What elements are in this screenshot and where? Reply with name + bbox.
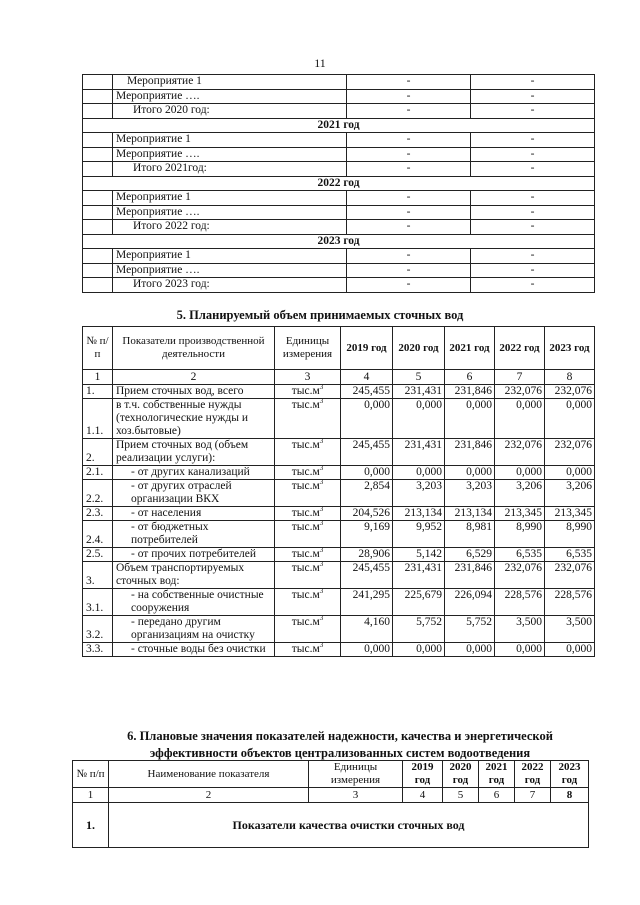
unit-cell bbox=[275, 589, 341, 616]
value-cell: 0,000 bbox=[545, 399, 595, 439]
column-number: 3 bbox=[275, 370, 341, 385]
table-row bbox=[83, 205, 595, 220]
event-label: Мероприятие …. bbox=[113, 205, 347, 220]
value-cell: - bbox=[347, 133, 471, 148]
row-number bbox=[83, 147, 113, 162]
indicator-label: - от других канализаций bbox=[113, 466, 275, 480]
value-cell: 231,846 bbox=[445, 439, 495, 466]
row-number bbox=[83, 220, 113, 235]
unit-cell bbox=[275, 616, 341, 643]
value-cell: 213,345 bbox=[495, 507, 545, 521]
value-cell: - bbox=[471, 191, 595, 206]
value-cell: - bbox=[471, 220, 595, 235]
table-row bbox=[83, 104, 595, 119]
table-row bbox=[83, 89, 595, 104]
header-year: 2019 год bbox=[341, 327, 393, 370]
unit-label: тыс.м bbox=[291, 521, 320, 533]
value-cell: 8,990 bbox=[545, 521, 595, 548]
table-row bbox=[83, 616, 595, 643]
value-cell: 204,526 bbox=[341, 507, 393, 521]
unit-label: тыс.м bbox=[291, 589, 320, 601]
header-year: 2021 год bbox=[479, 761, 515, 788]
value-cell: - bbox=[471, 205, 595, 220]
value-cell: - bbox=[347, 220, 471, 235]
value-cell: 228,576 bbox=[545, 589, 595, 616]
value-cell: 213,134 bbox=[445, 507, 495, 521]
header-num: № п/п bbox=[73, 761, 109, 788]
header-year: 2022 год bbox=[515, 761, 551, 788]
table-header-row bbox=[73, 761, 589, 788]
value-cell: - bbox=[347, 89, 471, 104]
value-cell: 232,076 bbox=[495, 439, 545, 466]
value-cell: - bbox=[347, 147, 471, 162]
value-cell: 5,752 bbox=[393, 616, 445, 643]
value-cell: 0,000 bbox=[495, 399, 545, 439]
unit-cell bbox=[275, 399, 341, 439]
indicator-label: - сточные воды без очистки bbox=[113, 643, 275, 657]
value-cell: 232,076 bbox=[545, 385, 595, 399]
indicator-label: Объем транспортируемых сточных вод: bbox=[113, 562, 275, 589]
value-cell: - bbox=[347, 191, 471, 206]
table-row bbox=[83, 507, 595, 521]
table-row bbox=[83, 162, 595, 177]
unit-cell bbox=[275, 439, 341, 466]
value-cell: - bbox=[471, 89, 595, 104]
event-label: Итого 2023 год: bbox=[113, 278, 347, 293]
header-num: № п/п bbox=[83, 327, 113, 370]
table-row bbox=[83, 263, 595, 278]
value-cell: 3,206 bbox=[545, 480, 595, 507]
indicator-label: - от населения bbox=[113, 507, 275, 521]
column-number: 1 bbox=[83, 370, 113, 385]
column-number: 6 bbox=[479, 788, 515, 803]
row-number bbox=[83, 104, 113, 119]
unit-exponent: 3 bbox=[319, 506, 324, 514]
section-6-title-line-2: эффективности объектов централизованных систем водоотведения bbox=[149, 746, 531, 760]
unit-exponent: 3 bbox=[319, 520, 324, 528]
unit-exponent: 3 bbox=[319, 438, 324, 446]
value-cell: 3,500 bbox=[545, 616, 595, 643]
row-number: 3. bbox=[83, 562, 113, 589]
value-cell: - bbox=[347, 278, 471, 293]
year-header-row bbox=[83, 234, 595, 249]
unit-exponent: 3 bbox=[319, 561, 324, 569]
events-table bbox=[82, 74, 595, 293]
value-cell: 0,000 bbox=[393, 643, 445, 657]
event-label: Мероприятие 1 bbox=[113, 133, 347, 148]
header-indicator: Показатели производственной деятельности bbox=[113, 327, 275, 370]
unit-exponent: 3 bbox=[319, 384, 324, 392]
value-cell: 231,846 bbox=[445, 385, 495, 399]
value-cell: - bbox=[347, 205, 471, 220]
value-cell: - bbox=[347, 104, 471, 119]
column-number-row bbox=[83, 370, 595, 385]
unit-label: тыс.м bbox=[291, 439, 320, 451]
table-row bbox=[83, 191, 595, 206]
row-number bbox=[83, 162, 113, 177]
value-cell: 0,000 bbox=[495, 643, 545, 657]
column-number: 6 bbox=[445, 370, 495, 385]
column-number-row bbox=[73, 788, 589, 803]
unit-label: тыс.м bbox=[291, 399, 320, 411]
value-cell: 0,000 bbox=[393, 466, 445, 480]
table-row bbox=[83, 589, 595, 616]
value-cell: - bbox=[471, 104, 595, 119]
table-row bbox=[83, 643, 595, 657]
row-number bbox=[83, 191, 113, 206]
column-number: 2 bbox=[109, 788, 309, 803]
column-number: 4 bbox=[403, 788, 443, 803]
table-row bbox=[83, 75, 595, 90]
value-cell: 0,000 bbox=[341, 399, 393, 439]
table-row bbox=[83, 133, 595, 148]
value-cell: 3,206 bbox=[495, 480, 545, 507]
section-6-title-line-1: 6. Плановые значения показателей надежности, качества и энергетической bbox=[127, 729, 553, 743]
row-number: 2.4. bbox=[83, 521, 113, 548]
value-cell: 228,576 bbox=[495, 589, 545, 616]
unit-cell bbox=[275, 466, 341, 480]
value-cell: 232,076 bbox=[545, 562, 595, 589]
value-cell: 213,345 bbox=[545, 507, 595, 521]
header-year: 2023 год bbox=[551, 761, 589, 788]
unit-cell bbox=[275, 548, 341, 562]
value-cell: 245,455 bbox=[341, 385, 393, 399]
value-cell: 0,000 bbox=[341, 466, 393, 480]
unit-exponent: 3 bbox=[319, 642, 324, 650]
unit-cell bbox=[275, 562, 341, 589]
column-number: 8 bbox=[545, 370, 595, 385]
section-6-title bbox=[90, 728, 590, 762]
year-header: 2021 год bbox=[83, 118, 595, 133]
value-cell: 0,000 bbox=[445, 466, 495, 480]
row-number: 2.1. bbox=[83, 466, 113, 480]
value-cell: 8,990 bbox=[495, 521, 545, 548]
year-header: 2022 год bbox=[83, 176, 595, 191]
column-number: 1 bbox=[73, 788, 109, 803]
indicator-label: - от других отраслей организации ВКХ bbox=[113, 480, 275, 507]
row-number bbox=[83, 249, 113, 264]
value-cell: - bbox=[471, 263, 595, 278]
section-5-title: 5. Планируемый объем принимаемых сточных вод bbox=[176, 308, 464, 322]
header-year: 2021 год bbox=[445, 327, 495, 370]
row-number: 3.1. bbox=[83, 589, 113, 616]
indicator-label: - от прочих потребителей bbox=[113, 548, 275, 562]
value-cell: 225,679 bbox=[393, 589, 445, 616]
indicator-label: Прием сточных вод, всего bbox=[113, 385, 275, 399]
unit-label: тыс.м bbox=[291, 385, 320, 397]
header-year: 2023 год bbox=[545, 327, 595, 370]
event-label: Итого 2022 год: bbox=[113, 220, 347, 235]
table-header-row bbox=[83, 327, 595, 370]
value-cell: 28,906 bbox=[341, 548, 393, 562]
unit-cell bbox=[275, 507, 341, 521]
unit-cell bbox=[275, 643, 341, 657]
value-cell: 5,142 bbox=[393, 548, 445, 562]
wastewater-volume-table bbox=[82, 326, 595, 657]
indicators-table bbox=[72, 760, 589, 848]
page-number: 11 bbox=[314, 56, 326, 70]
header-unit: Единицы измерения bbox=[309, 761, 403, 788]
row-number: 2.3. bbox=[83, 507, 113, 521]
value-cell: 6,535 bbox=[545, 548, 595, 562]
unit-label: тыс.м bbox=[291, 562, 320, 574]
value-cell: 0,000 bbox=[545, 643, 595, 657]
column-number: 7 bbox=[495, 370, 545, 385]
value-cell: 232,076 bbox=[495, 385, 545, 399]
value-cell: 226,094 bbox=[445, 589, 495, 616]
value-cell: 0,000 bbox=[545, 466, 595, 480]
value-cell: - bbox=[471, 162, 595, 177]
value-cell: 231,431 bbox=[393, 385, 445, 399]
indicator-label: в т.ч. собственные нужды (технологические нужды и хоз.бытовые) bbox=[113, 399, 275, 439]
table-row bbox=[83, 548, 595, 562]
value-cell: 232,076 bbox=[545, 439, 595, 466]
indicator-label: Прием сточных вод (объем реализации услуги): bbox=[113, 439, 275, 466]
row-number bbox=[83, 89, 113, 104]
unit-exponent: 3 bbox=[319, 465, 324, 473]
value-cell: 241,295 bbox=[341, 589, 393, 616]
value-cell: 231,846 bbox=[445, 562, 495, 589]
value-cell: - bbox=[471, 133, 595, 148]
value-cell: - bbox=[347, 249, 471, 264]
table-row bbox=[73, 803, 589, 848]
table-row bbox=[83, 385, 595, 399]
value-cell: - bbox=[471, 278, 595, 293]
unit-label: тыс.м bbox=[291, 548, 320, 560]
row-number bbox=[83, 75, 113, 90]
unit-exponent: 3 bbox=[319, 479, 324, 487]
unit-cell bbox=[275, 521, 341, 548]
row-number: 1. bbox=[73, 803, 109, 848]
unit-label: тыс.м bbox=[291, 466, 320, 478]
value-cell: 232,076 bbox=[495, 562, 545, 589]
value-cell: - bbox=[471, 147, 595, 162]
value-cell: 5,752 bbox=[445, 616, 495, 643]
value-cell: - bbox=[347, 263, 471, 278]
event-label: Мероприятие …. bbox=[113, 89, 347, 104]
value-cell: - bbox=[471, 249, 595, 264]
value-cell: 3,203 bbox=[393, 480, 445, 507]
event-label: Мероприятие …. bbox=[113, 147, 347, 162]
table-row bbox=[83, 278, 595, 293]
event-label: Мероприятие …. bbox=[113, 263, 347, 278]
table-row bbox=[83, 249, 595, 264]
row-number: 3.3. bbox=[83, 643, 113, 657]
value-cell: 213,134 bbox=[393, 507, 445, 521]
value-cell: 245,455 bbox=[341, 562, 393, 589]
event-label: Мероприятие 1 bbox=[113, 249, 347, 264]
value-cell: 9,952 bbox=[393, 521, 445, 548]
event-label: Мероприятие 1 bbox=[113, 191, 347, 206]
indicator-label: - на собственные очистные сооружения bbox=[113, 589, 275, 616]
value-cell: 231,431 bbox=[393, 439, 445, 466]
value-cell: 0,000 bbox=[393, 399, 445, 439]
indicator-label: - от бюджетных потребителей bbox=[113, 521, 275, 548]
year-header: 2023 год bbox=[83, 234, 595, 249]
column-number: 7 bbox=[515, 788, 551, 803]
year-header-row bbox=[83, 118, 595, 133]
row-number bbox=[83, 263, 113, 278]
unit-exponent: 3 bbox=[319, 615, 324, 623]
table-row bbox=[83, 480, 595, 507]
value-cell: 6,529 bbox=[445, 548, 495, 562]
value-cell: 4,160 bbox=[341, 616, 393, 643]
value-cell: 3,500 bbox=[495, 616, 545, 643]
unit-exponent: 3 bbox=[319, 398, 324, 406]
value-cell: - bbox=[347, 162, 471, 177]
value-cell: 245,455 bbox=[341, 439, 393, 466]
table-row bbox=[83, 466, 595, 480]
header-year: 2022 год bbox=[495, 327, 545, 370]
event-label: Итого 2020 год: bbox=[113, 104, 347, 119]
row-number: 2.2. bbox=[83, 480, 113, 507]
value-cell: 0,000 bbox=[341, 643, 393, 657]
event-label: Итого 2021год: bbox=[113, 162, 347, 177]
value-cell: 8,981 bbox=[445, 521, 495, 548]
event-label: Мероприятие 1 bbox=[113, 75, 347, 90]
unit-cell bbox=[275, 385, 341, 399]
column-number: 4 bbox=[341, 370, 393, 385]
value-cell: - bbox=[471, 75, 595, 90]
column-number: 8 bbox=[551, 788, 589, 803]
value-cell: 0,000 bbox=[495, 466, 545, 480]
header-year: 2020 год bbox=[393, 327, 445, 370]
column-number: 5 bbox=[393, 370, 445, 385]
table-row bbox=[83, 220, 595, 235]
value-cell: 0,000 bbox=[445, 399, 495, 439]
row-number: 2. bbox=[83, 439, 113, 466]
table-row bbox=[83, 147, 595, 162]
value-cell: 9,169 bbox=[341, 521, 393, 548]
unit-exponent: 3 bbox=[319, 588, 324, 596]
row-number: 3.2. bbox=[83, 616, 113, 643]
row-number: 1. bbox=[83, 385, 113, 399]
value-cell: - bbox=[347, 75, 471, 90]
row-number: 1.1. bbox=[83, 399, 113, 439]
header-indicator: Наименование показателя bbox=[109, 761, 309, 788]
unit-exponent: 3 bbox=[319, 547, 324, 555]
unit-label: тыс.м bbox=[291, 643, 320, 655]
table-row bbox=[83, 439, 595, 466]
column-number: 3 bbox=[309, 788, 403, 803]
table-row bbox=[83, 562, 595, 589]
table-row bbox=[83, 399, 595, 439]
row-number bbox=[83, 278, 113, 293]
row-number: 2.5. bbox=[83, 548, 113, 562]
value-cell: 6,535 bbox=[495, 548, 545, 562]
value-cell: 2,854 bbox=[341, 480, 393, 507]
unit-label: тыс.м bbox=[291, 507, 320, 519]
row-label: Показатели качества очистки сточных вод bbox=[109, 803, 589, 848]
header-year: 2019 год bbox=[403, 761, 443, 788]
value-cell: 231,431 bbox=[393, 562, 445, 589]
year-header-row bbox=[83, 176, 595, 191]
column-number: 2 bbox=[113, 370, 275, 385]
value-cell: 0,000 bbox=[445, 643, 495, 657]
column-number: 5 bbox=[443, 788, 479, 803]
unit-cell bbox=[275, 480, 341, 507]
row-number bbox=[83, 133, 113, 148]
row-number bbox=[83, 205, 113, 220]
value-cell: 3,203 bbox=[445, 480, 495, 507]
indicator-label: - передано другим организациям на очистку bbox=[113, 616, 275, 643]
header-year: 2020 год bbox=[443, 761, 479, 788]
header-unit: Единицы измерения bbox=[275, 327, 341, 370]
table-row bbox=[83, 521, 595, 548]
unit-label: тыс.м bbox=[291, 480, 320, 492]
unit-label: тыс.м bbox=[291, 616, 320, 628]
